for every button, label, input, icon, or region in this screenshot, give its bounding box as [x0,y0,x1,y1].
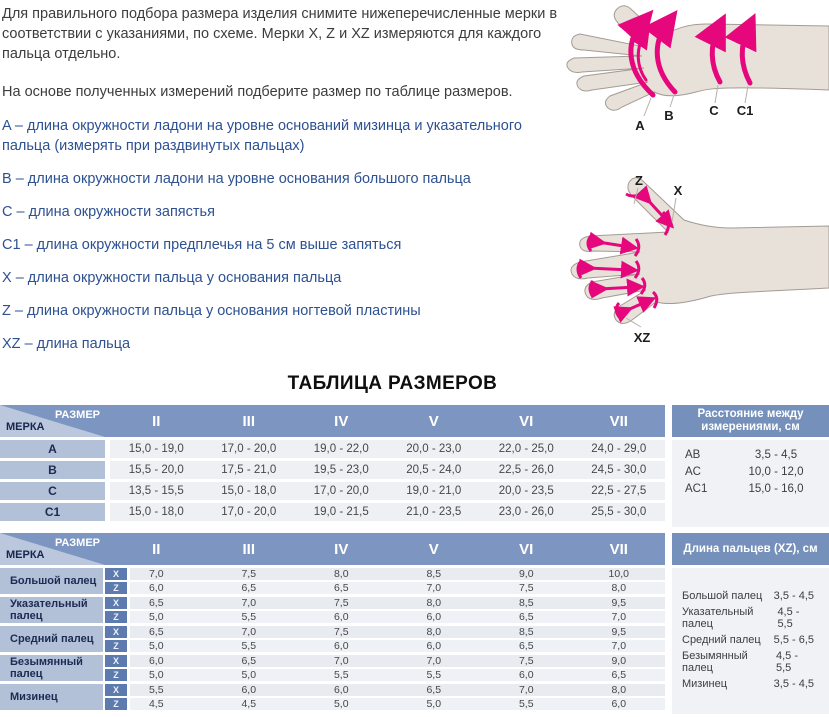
finger-row-group [0,655,665,681]
value-cell: 22,5 - 27,5 [591,485,647,497]
value-cell: 7,0 [148,568,164,580]
tag-x: X [105,655,127,667]
finger-row-values [130,626,665,652]
hand-diagram-fingers [556,150,829,355]
panel-row [682,585,814,607]
value-cell: 7,5 [518,655,534,667]
value-cell: 6,5 [611,669,627,681]
value-cell: 19,0 - 22,0 [313,443,369,455]
definition-code: XZ [2,336,21,352]
value-cell: 8,0 [333,568,349,580]
finger-name: Средний палец [0,626,103,652]
value-cell: 5,5 [333,669,349,681]
hand-diagram-circumferences [556,0,829,145]
definition-text: – длина пальца [24,336,131,352]
value-cell: 5,0 [148,611,164,623]
x-row [130,684,665,696]
value-cell: 6,0 [241,684,257,696]
value-cell: 8,0 [611,582,627,594]
value-cell: 20,0 - 23,5 [498,485,554,497]
column-header: VI [519,540,534,558]
table-row [0,461,665,479]
value-cell: 5,0 [241,669,257,681]
finger-row-values [130,568,665,594]
panel-body [672,568,829,714]
definition-z [2,301,562,321]
definition-text: – длина окружности ладони на уровне основания большого пальца [15,171,471,187]
value-cell: 22,5 - 26,0 [498,464,554,476]
finger-name: Указательный палец [0,597,103,623]
tag-x: X [105,626,127,638]
definition-text: – длина окружности пальца у основания ногтевой пластины [14,303,421,319]
value-cell: 5,0 [148,669,164,681]
value-cell: 6,0 [333,611,349,623]
distance-panel [672,405,829,527]
panel-row-value: 4,5 - 5,5 [777,606,800,630]
value-cell: 7,0 [426,655,442,667]
column-header: II [152,540,161,558]
value-cell: 20,0 - 23,0 [406,443,462,455]
panel-header: Расстояние между измерениями, см [672,405,829,437]
finger-row-values [130,684,665,710]
value-cell: 15,5 - 20,0 [128,464,184,476]
panel-row-label: Средний палец [682,634,761,646]
value-cell: 21,0 - 23,5 [406,506,462,518]
corner-label-size: РАЗМЕР [54,409,100,421]
tag-z: Z [105,582,127,594]
tag-z: Z [105,698,127,710]
corner-label-size: РАЗМЕР [54,537,100,549]
value-cell: 7,0 [241,597,257,609]
value-cell: 23,0 - 26,0 [498,506,554,518]
value-cell: 6,5 [518,611,534,623]
finger-name: Мизинец [0,684,103,710]
value-cell: 5,5 [518,698,534,710]
measure-line-finger [600,287,636,289]
definition-code: X [2,270,12,286]
value-cell: 15,0 - 18,0 [128,506,184,518]
value-cell: 5,5 [241,611,257,623]
value-cell: 8,0 [426,626,442,638]
value-cell: 6,5 [518,640,534,652]
panel-row-label: AC1 [685,483,708,495]
value-cell: 8,5 [518,597,534,609]
panel-row-label: Безымянный палец [682,650,748,674]
value-cell: 8,0 [426,597,442,609]
tag-z: Z [105,669,127,681]
column-header: VII [609,412,628,430]
definition-xz [2,334,562,354]
value-cell: 24,5 - 30,0 [591,464,647,476]
table-header-row [0,405,665,437]
row-values [110,482,665,500]
column-header: VII [609,540,628,558]
size-column-headers [110,405,665,437]
definition-x [2,268,562,288]
finger-row-group [0,597,665,623]
row-label: B [0,461,105,479]
value-cell: 6,5 [241,582,257,594]
diagram-label-xz: XZ [633,330,651,345]
column-header: VI [519,412,534,430]
hand-silhouette [567,6,829,111]
value-cell: 17,0 - 20,0 [313,485,369,497]
value-cell: 17,0 - 20,0 [221,443,277,455]
value-cell: 15,0 - 18,0 [221,485,277,497]
panel-row-value: 15,0 - 16,0 [748,483,804,495]
value-cell: 13,5 - 15,5 [128,485,184,497]
table-corner-cell [0,405,105,437]
x-row [130,626,665,638]
x-row [130,568,665,580]
x-row [130,655,665,667]
corner-label-measure: МЕРКА [6,549,45,561]
panel-row [685,464,819,481]
row-label: C1 [0,503,105,521]
value-cell: 6,0 [518,669,534,681]
diagram-label-b: B [664,108,674,123]
z-row [130,640,665,652]
value-cell: 7,0 [611,640,627,652]
row-values [110,440,665,458]
panel-row-label: AB [685,449,701,461]
diagram-label-a: A [635,118,645,133]
tag-x: X [105,597,127,609]
value-cell: 10,0 [608,568,629,580]
value-cell: 4,5 [148,698,164,710]
value-cell: 7,5 [518,582,534,594]
definition-text: – длина окружности пальца у основания пальца [15,270,342,286]
measurement-definitions [2,116,562,367]
z-row [130,669,665,681]
panel-header: Длина пальцев (XZ), см [672,533,829,565]
value-cell: 5,0 [148,640,164,652]
finger-row-group [0,684,665,710]
value-cell: 8,5 [426,568,442,580]
table-corner-cell [0,533,105,565]
value-cell: 7,0 [426,582,442,594]
value-cell: 6,5 [241,655,257,667]
column-header: IV [334,412,349,430]
row-label: C [0,482,105,500]
finger-length-panel [672,533,829,714]
panel-row-label: Большой палец [682,590,763,602]
value-cell: 5,0 [426,698,442,710]
z-row [130,611,665,623]
value-cell: 17,0 - 20,0 [221,506,277,518]
panel-row [682,629,814,651]
finger-row-values [130,655,665,681]
table-row [0,482,665,500]
value-cell: 9,0 [518,568,534,580]
definition-code: B [2,171,12,187]
tag-x: X [105,568,127,580]
panel-row [682,673,814,695]
value-cell: 7,0 [611,611,627,623]
row-values [110,503,665,521]
value-cell: 7,0 [518,684,534,696]
value-cell: 7,5 [333,626,349,638]
value-cell: 5,5 [426,669,442,681]
tag-z: Z [105,640,127,652]
value-cell: 8,5 [518,626,534,638]
panel-row [685,481,819,498]
table-row [0,440,665,458]
panel-body [672,440,829,527]
column-header: V [428,412,439,430]
definition-code: C [2,204,13,220]
diagram-label-z: Z [635,173,643,188]
diagram-label-c1: C1 [736,103,754,118]
column-header: IV [334,540,349,558]
definition-text: – длина окружности запястья [16,204,215,220]
value-cell: 19,5 - 23,0 [313,464,369,476]
intro-paragraph-1: Для правильного подбора размера изделия снимите нижеперечисленные мерки в соответствии с указаниями, по схеме. Мерки X, Z и XZ измеряются для каждого пальца отдельно. [2,6,558,62]
tag-z: Z [105,611,127,623]
intro-text [2,4,562,102]
value-cell: 6,5 [148,597,164,609]
value-cell: 5,5 [148,684,164,696]
intro-paragraph-2: На основе полученных измерений подберите размер по таблице размеров. [2,84,513,100]
value-cell: 6,0 [333,684,349,696]
finger-name: Безымянный палец [0,655,103,681]
diagram-label-x: X [673,183,683,198]
panel-row [682,651,814,673]
panel-row [685,447,819,464]
panel-row-value: 5,5 - 6,5 [773,634,814,646]
value-cell: 5,0 [333,698,349,710]
panel-row [682,607,814,629]
value-cell: 15,0 - 19,0 [128,443,184,455]
measure-line-finger [588,268,630,270]
row-values [110,461,665,479]
value-cell: 20,5 - 24,0 [406,464,462,476]
finger-row-values [130,597,665,623]
value-cell: 4,5 [241,698,257,710]
z-row [130,582,665,594]
value-cell: 24,0 - 29,0 [591,443,647,455]
panel-row-label: AC [685,466,701,478]
definition-text: – длина окружности предплечья на 5 см выше запяться [24,237,402,253]
value-cell: 6,5 [426,684,442,696]
value-cell: 7,0 [333,655,349,667]
size-column-headers [110,533,665,565]
value-cell: 6,5 [333,582,349,594]
circumference-size-table [0,405,665,521]
definition-code: A [2,118,11,134]
row-label: A [0,440,105,458]
definition-code: C1 [2,237,21,253]
panel-row-label: Указательный палец [682,606,754,630]
value-cell: 9,5 [611,597,627,609]
panel-row-value: 3,5 - 4,5 [754,449,798,461]
value-cell: 7,5 [241,568,257,580]
definition-code: Z [2,303,11,319]
value-cell: 17,5 - 21,0 [221,464,277,476]
value-cell: 6,0 [611,698,627,710]
value-cell: 9,0 [611,655,627,667]
definition-text: – длина окружности ладони на уровне оснований мизинца и указательного пальца (измерять при раздвинутых пальцах) [2,118,522,154]
diagram-label-c: C [709,103,719,118]
value-cell: 5,5 [241,640,257,652]
value-cell: 6,0 [148,655,164,667]
panel-row-value: 3,5 - 4,5 [773,678,814,690]
column-header: III [242,540,255,558]
value-cell: 19,0 - 21,5 [313,506,369,518]
panel-row-label: Мизинец [682,678,727,690]
finger-row-group [0,626,665,652]
value-cell: 7,0 [241,626,257,638]
value-cell: 22,0 - 25,0 [498,443,554,455]
definition-c1 [2,235,562,255]
value-cell: 7,5 [333,597,349,609]
hand-silhouette [571,178,829,324]
definition-c [2,202,562,222]
table-row [0,503,665,521]
finger-size-table [0,533,665,710]
value-cell: 6,0 [333,640,349,652]
value-cell: 6,0 [148,582,164,594]
value-cell: 8,0 [611,684,627,696]
value-cell: 9,5 [611,626,627,638]
definition-a [2,116,562,156]
panel-row-value: 3,5 - 4,5 [773,590,814,602]
column-header: V [428,540,439,558]
z-row [130,698,665,710]
value-cell: 6,5 [148,626,164,638]
size-table-title: ТАБЛИЦА РАЗМЕРОВ [287,373,498,394]
finger-row-group [0,568,665,594]
definition-b [2,169,562,189]
value-cell: 25,5 - 30,0 [591,506,647,518]
column-header: III [242,412,255,430]
panel-row-value: 4,5 - 5,5 [775,650,798,674]
panel-row-value: 10,0 - 12,0 [748,466,804,478]
table-header-row [0,533,665,565]
finger-name: Большой палец [0,568,103,594]
value-cell: 19,0 - 21,0 [406,485,462,497]
corner-label-measure: МЕРКА [6,421,45,433]
x-row [130,597,665,609]
column-header: II [152,412,161,430]
value-cell: 6,0 [426,640,442,652]
tag-x: X [105,684,127,696]
value-cell: 6,0 [426,611,442,623]
